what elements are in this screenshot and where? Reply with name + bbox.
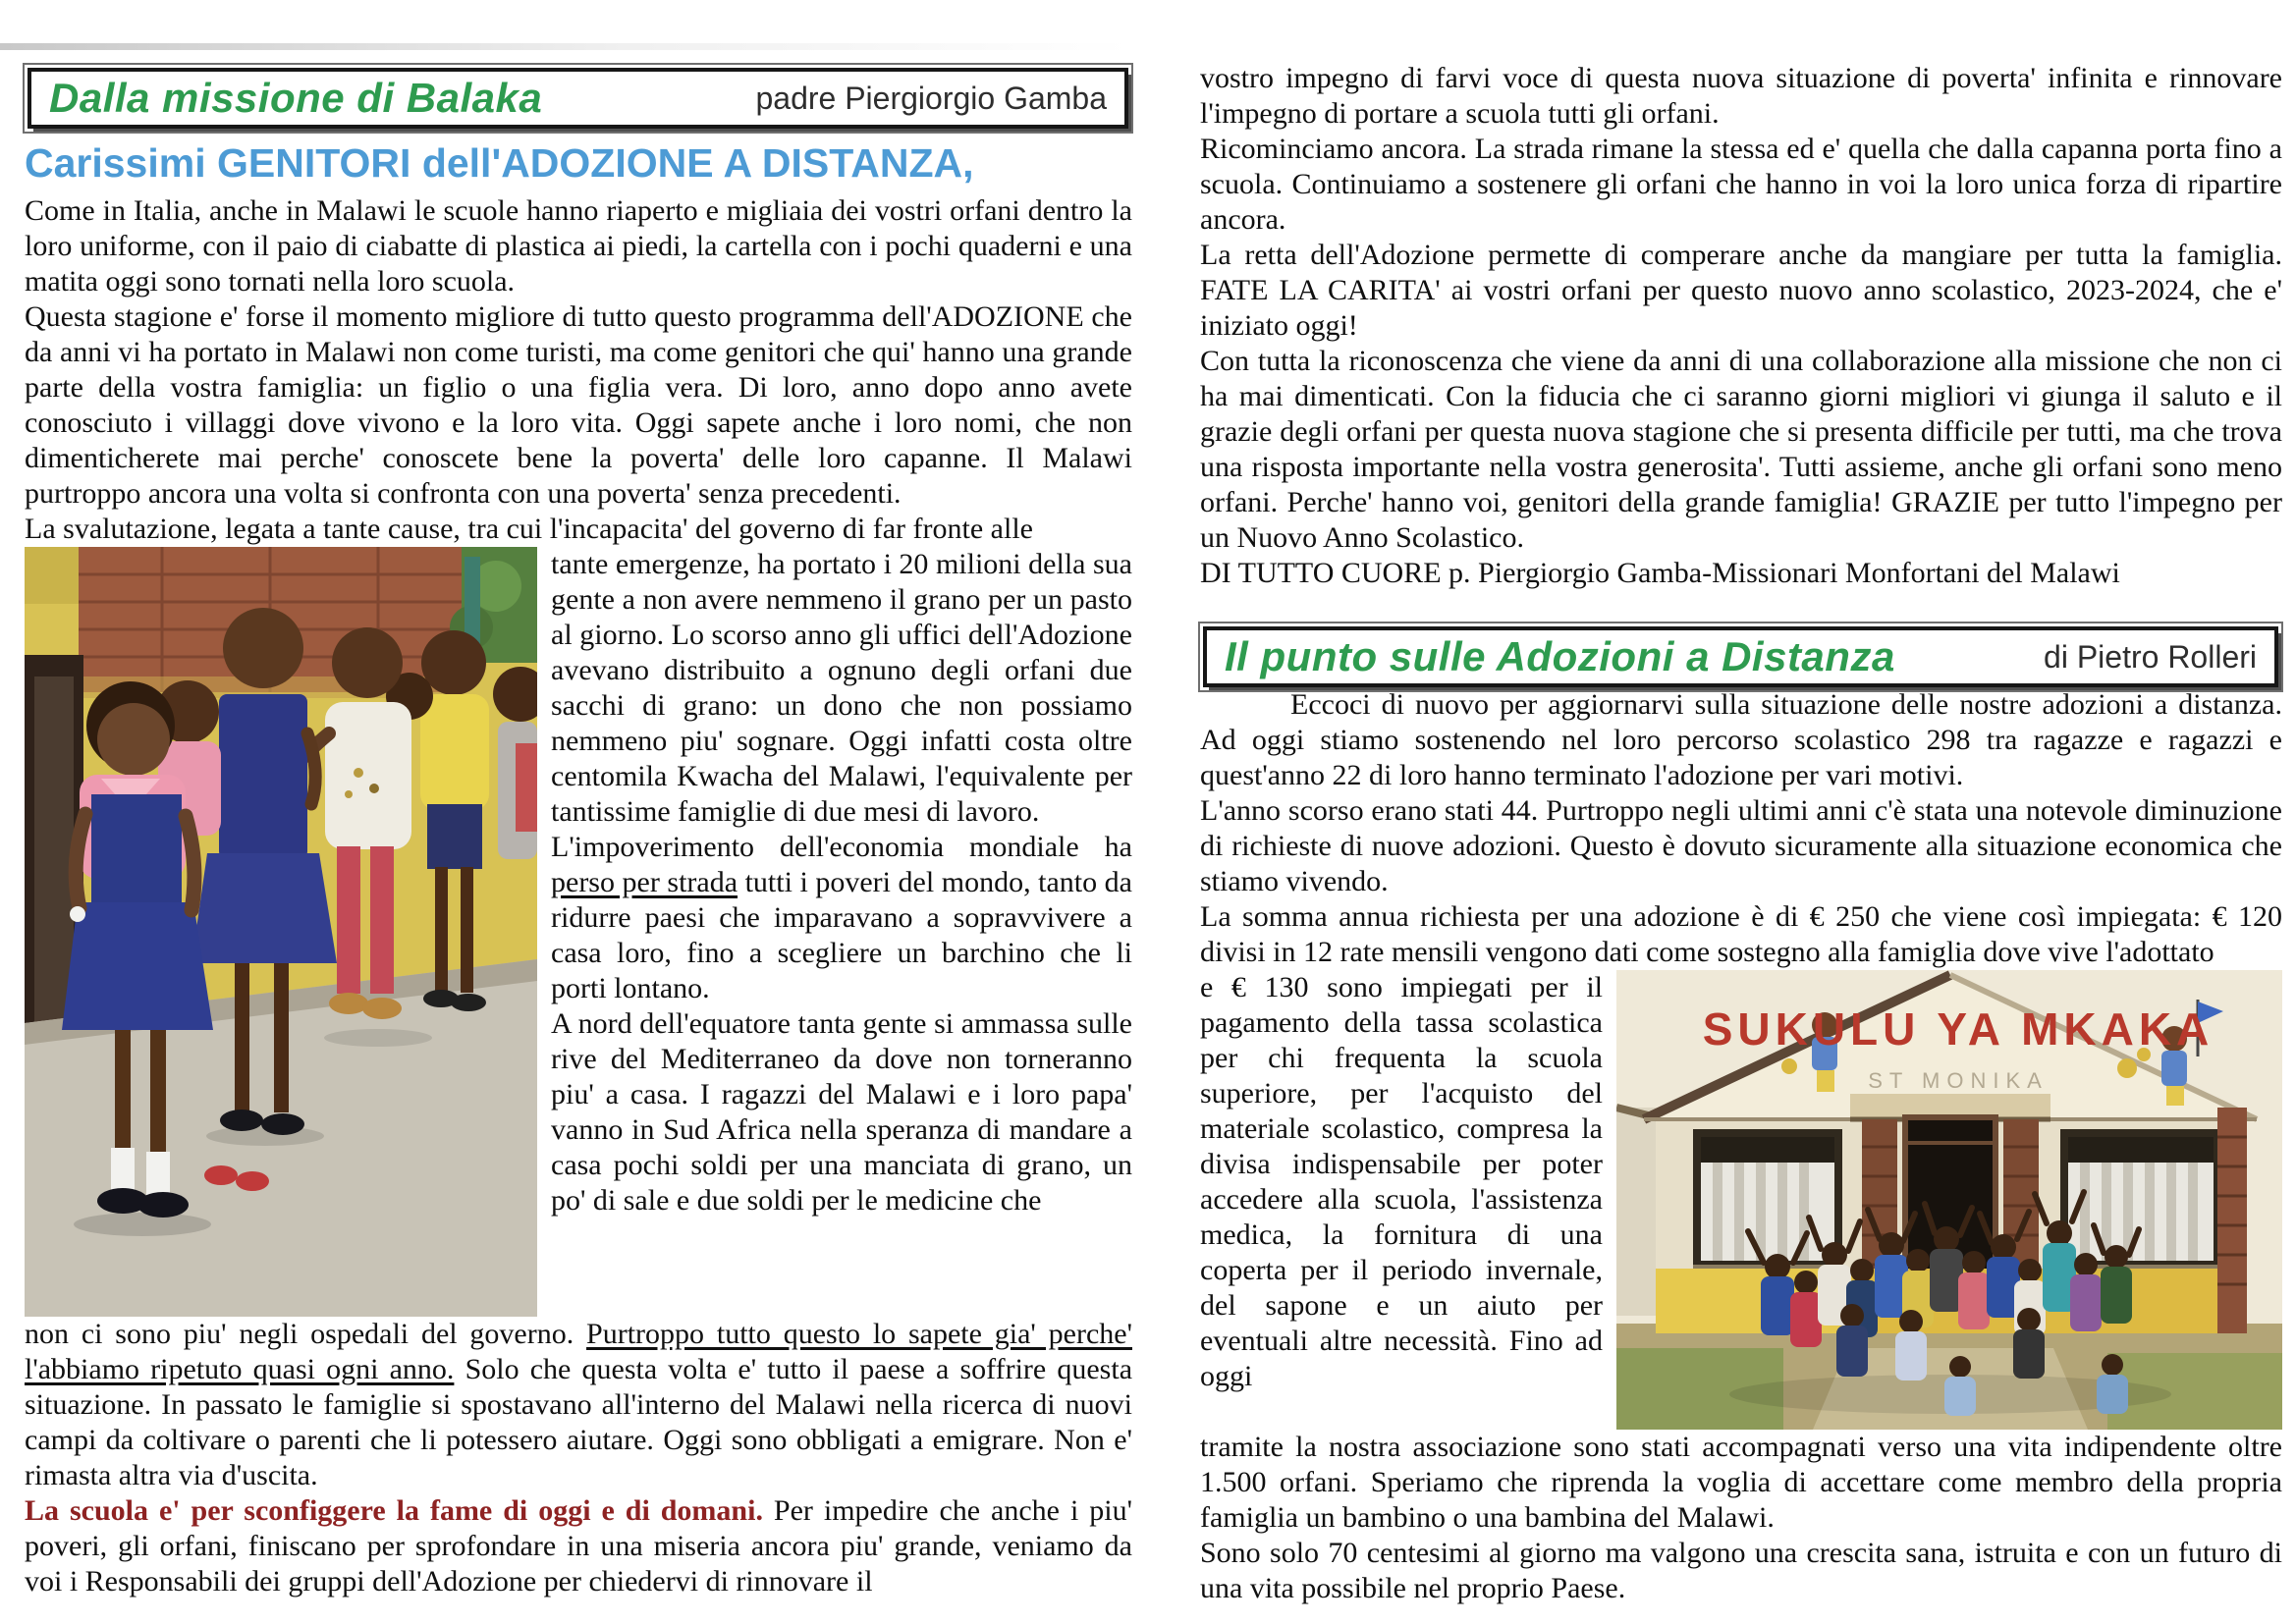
school-sign-text: SUKULU YA MKAKA: [1702, 1003, 2214, 1055]
scan-artifact: [0, 43, 1129, 50]
paragraph: Questa stagione e' forse il momento migliore di tutto questo programma dell'ADOZIONE che da anni vi ha portato in Malawi non come turisti, ma come genitori che qui' hanno una grande parte della vostra famiglia: un figlio o una figlia vera. Di loro, anno dopo anno avete conosciuto i villaggi dove vivono e la loro vita. Oggi sapete anche i loro nomi, che non dimenticherete mai perche' conoscete bene la poverta' delle loro capanne. Il Malawi purtroppo ancora una volta si confronta con una poverta' senza precedenti.: [25, 300, 1132, 510]
text-segment: Solo che questa volta e' tutto il paese a soffrire questa situazione. In passato le famiglie si spostavano all'interno del Malawi nella ricerca di nuovi campi da coltivare o parenti che li potessero aiutare. Oggi sono obbligati a emigrare. Non e' rimasta altra via d'uscita.: [25, 1353, 1133, 1491]
paragraph: e € 130 sono impiegati per il pagamento della tassa scolastica per chi frequenta la scuola superiore, per l'acquisto del materiale scolastico, compresa la divisa indispensabile per poter accedere alla scuola, l'assistenza medica, la fornitura di una coperta per il periodo invernale, del sapone e un aiuto per eventuali altre necessità. Fino ad oggi: [1200, 971, 1603, 1392]
paragraph: Ricominciamo ancora. La strada rimane la stessa ed e' quella che dalla capanna porta fino a scuola. Continuiamo a sostenere gli orfani che hanno in voi la loro unica forza di ripartire ancora.: [1200, 133, 2282, 236]
paragraph: tante emergenze, ha portato i 20 milioni della sua gente a non avere nemmeno il grano per un pasto al giorno. Lo scorso anno gli uffici dell'Adozione avevano distribuito a ognuno degli orfani due sacchi di grano: un dono che non possiamo nemmeno piu' sognare. Oggi infatti costa oltre centomila Kwacha del Malawi, l'equivalente per tantissime famiglie di due mesi di lavoro.: [551, 548, 1132, 828]
article2-header-box: [1203, 626, 2278, 687]
text-segment: Per impedire che anche i piu' poveri, gli orfani, finiscano per sprofondare in una miseria ancora piu' grande, veniamo da voi i Responsabili dei gruppi dell'Adozione per chiedervi di rinnovare il: [25, 1494, 1132, 1597]
article2-title: Il punto sulle Adozioni a Distanza: [1225, 633, 1895, 679]
paragraph: L'anno scorso erano stati 44. Purtroppo negli ultimi anni c'è stata una notevole diminuzione di richieste di nuove adozioni. Questo è dovuto sicuramente alla situazione economica che stiamo vivendo.: [1200, 794, 2282, 897]
paragraph: Come in Italia, anche in Malawi le scuole hanno riaperto e migliaia dei vostri orfani dentro la loro uniforme, con il paio di ciabatte di plastica ai piedi, la cartella con i pochi quaderni e una matita oggi sono tornati nella loro scuola.: [25, 194, 1132, 298]
article-balaka: [25, 65, 1132, 1599]
paragraph: Sono solo 70 centesimi al giorno ma valgono una crescita sana, istruita e con un futuro di una vita possibile nel proprio Paese.: [1200, 1537, 2282, 1604]
paragraph: tramite la nostra associazione sono stati accompagnati verso una vita indipendente oltre 1.500 orfani. Speriamo che riprenda la voglia di accettare come membro della propria famiglia un bambino o una bambina del Malawi.: [1200, 1431, 2282, 1534]
school-sign-subtext: ST MONIKA: [1868, 1068, 2049, 1093]
photo-text-row: [1200, 970, 2282, 1430]
photo-text-row: [25, 547, 1132, 1317]
paragraph: DI TUTTO CUORE p. Piergiorgio Gamba-Missionari Monfortani del Malawi: [1200, 557, 2120, 589]
underlined-phrase: perso per strada: [551, 866, 738, 898]
article1-subheading: Carissimi GENITORI dell'ADOZIONE A DISTANZA,: [25, 140, 974, 186]
paragraph: [551, 830, 1132, 1006]
paragraph: Eccoci di nuovo per aggiornarvi sulla situazione delle nostre adozioni a distanza. Ad oggi stiamo sostenendo nel loro percorso scolastico 298 tra ragazze e ragazzi e quest'anno 22 di loro hanno terminato l'adozione per vari motivi.: [1200, 688, 2282, 791]
wrapped-text-block: [1200, 970, 1603, 1394]
red-lead-sentence: La scuola e' per sconfiggere la fame di oggi e di domani.: [25, 1494, 763, 1527]
paragraph: La svalutazione, legata a tante cause, tra cui l'incapacita' del governo di far fronte alle: [25, 513, 1033, 545]
paragraph: Con tutta la riconoscenza che viene da anni di una collaborazione alla missione che non ci ha mai dimenticati. Con la fiducia che ci saranno giorni migliori vi giunga il saluto e il grazie degli orfani per questa nuova stagione che si presenta difficile per tutti, ma che trova una risposta importante nella vostra generosita'. Tutti assieme, anche gli orfani sono meno orfani. Perche' hanno voi, genitori della grande famiglia! GRAZIE per tutto l'impegno per un Nuovo Anno Scolastico.: [1200, 345, 2282, 554]
school-photo-illustration: [1616, 970, 2282, 1430]
article1-author: padre Piergiorgio Gamba: [755, 80, 1107, 116]
article1-title: Dalla missione di Balaka: [49, 75, 543, 121]
article1-header-box: [27, 68, 1128, 129]
text-segment: L'impoverimento dell'economia mondiale ha: [551, 831, 1132, 863]
paragraph: [25, 1493, 1132, 1599]
text-segment: tutti i poveri del mondo, tanto da ridurre paesi che imparavano a sopravvivere a casa loro, fino a scegliere un barchino che li porti lontano.: [551, 866, 1132, 1004]
children-photo-illustration: [25, 547, 537, 1317]
children-queue-photo: [25, 547, 537, 1317]
article-adozioni: [1200, 61, 2282, 1606]
paragraph: vostro impegno di farvi voce di questa nuova situazione di poverta' infinita e rinnovare l'impegno di portare a scuola tutti gli orfani.: [1200, 62, 2282, 130]
paragraph: La retta dell'Adozione permette di comperare anche da mangiare per tutta la famiglia. FATE LA CARITA' ai vostri orfani per questo nuovo anno scolastico, 2023-2024, che e' iniziato oggi!: [1200, 239, 2282, 342]
school-building-photo: [1616, 970, 2282, 1430]
paragraph: La somma annua richiesta per una adozione è di € 250 che viene così impiegata: € 120 divisi in 12 rate mensili vengono dati come sostegno alla famiglia dove vive l'adottato: [1200, 900, 2282, 968]
text-segment: non ci sono piu' negli ospedali del governo.: [25, 1318, 587, 1350]
paragraph: [25, 1317, 1132, 1493]
article2-author: di Pietro Rolleri: [2044, 638, 2257, 675]
wrapped-text-block: [551, 547, 1132, 1218]
paragraph: A nord dell'equatore tanta gente si ammassa sulle rive del Mediterraneo da dove non torneranno piu' a casa. I ragazzi del Malawi e i loro papa' vanno in Sud Africa nella speranza di mandare a casa pochi soldi per una manciata di grano, un po' di sale e due soldi per le medicine che: [551, 1007, 1132, 1217]
underlined-phrase: Purtroppo tutto questo lo sapete gia' perche' l'abbiamo ripetuto quasi ogni anno.: [25, 1318, 1132, 1385]
